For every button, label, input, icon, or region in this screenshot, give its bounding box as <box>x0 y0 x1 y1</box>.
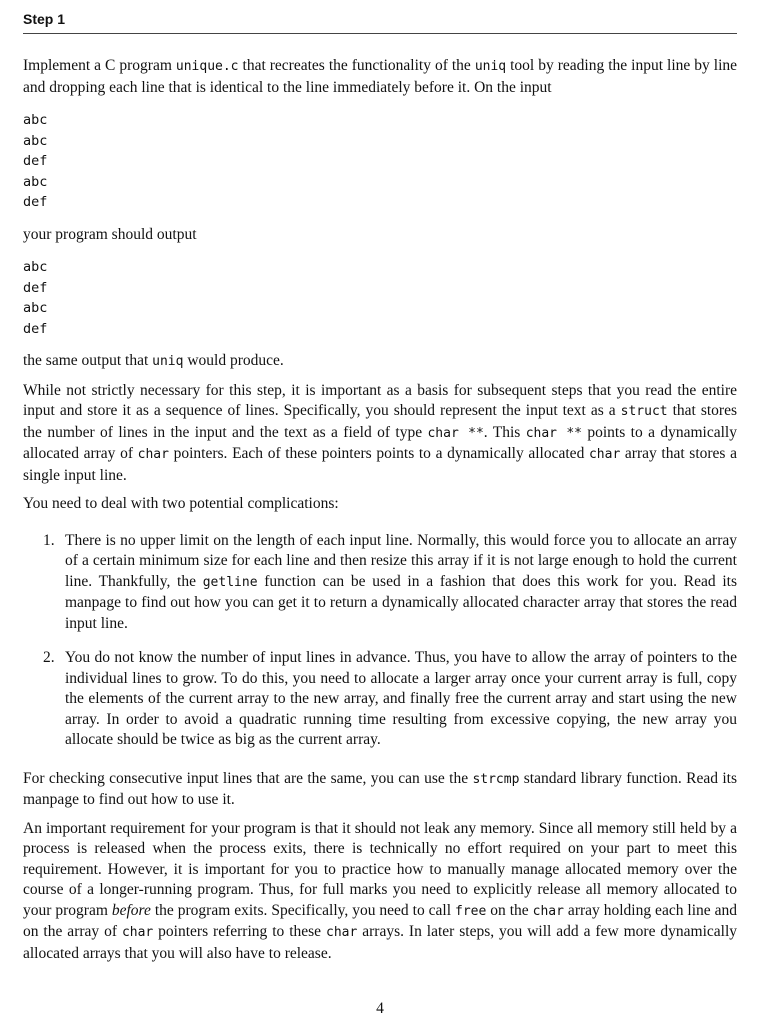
code-line: abc <box>23 259 48 275</box>
inline-code: char <box>326 925 358 940</box>
code-line: def <box>23 320 48 337</box>
inline-code: unique.c <box>175 59 239 74</box>
inline-code: char <box>588 447 621 462</box>
output-example-block <box>23 257 737 339</box>
inline-code: free <box>455 903 487 919</box>
code-line: def <box>23 194 48 210</box>
code-line: abc <box>23 112 48 128</box>
code-line: def <box>23 153 48 169</box>
inline-code: char <box>121 925 154 940</box>
inline-code: getline <box>202 574 258 590</box>
intro-paragraph: Implement a C program unique.c that recreates the functionality of the uniq tool by reading the input line by line and dropping each line that is identical to the line immediately before it. On the input <box>23 57 738 96</box>
same-output-paragraph: the same output that uniq would produce. <box>23 352 284 369</box>
list-number: 2. <box>43 649 55 666</box>
code-line: abc <box>23 173 48 190</box>
inline-code: uniq <box>474 59 507 74</box>
code-line: abc <box>23 132 48 149</box>
strcmp-paragraph: For checking consecutive input lines that are the same, you can use the strcmp standard library function. Read its manpage to find out how to use it. <box>23 769 737 808</box>
inline-code: char ** <box>525 425 582 441</box>
section-heading: Step 1 <box>23 11 66 27</box>
memory-paragraph: An important requirement for your program is that it should not leak any memory. Since all memory still held by a process is released when the process exits, there is technically no effort required on your part to meet this requirement. However, it is important for you to practice how to manually manage allocated memory over the course of a longer-running program. Thus, for full marks you need to explicitly release all memory allocated to your program before the program exits. Specifically, you need to call free on the char array holding each line and on the array of char pointers referring to these char arrays. In later steps, you will add a few more dynamically allocated arrays that you will also have to release. <box>23 819 737 962</box>
code-line: def <box>23 279 48 296</box>
list-item: 2. You do not know the number of input lines in advance. Thus, you have to allow the array of pointers to the individual lines to grow. To do this, you need to allocate a larger array once your current array is full, copy the elements of the current array to the new array, and finally free the current array and start using the new array. In order to avoid a quadratic running time resulting from excessive copying, the new array you allocate should be twice as big as the current array. <box>43 649 737 748</box>
complications-list <box>23 531 737 751</box>
inline-code: struct <box>620 404 668 419</box>
inline-code: char <box>532 903 564 919</box>
inline-code: uniq <box>152 354 184 369</box>
code-line: abc <box>23 300 48 316</box>
inline-code: char ** <box>427 425 484 441</box>
inline-code: char <box>137 447 169 462</box>
output-intro: your program should output <box>23 225 197 243</box>
complications-intro: You need to deal with two potential complications: <box>23 495 339 512</box>
list-number: 1. <box>43 531 55 549</box>
storage-paragraph: While not strictly necessary for this step, it is important as a basis for subsequent steps that you read the entire input and store it as a sequence of lines. Specifically, you should represent the input text as a struct that stores the number of lines in the input and the text as a field of type char **. This char ** points to a dynamically allocated array of char pointers. Each of these pointers points to a dynamically allocated char array that stores a single input line. <box>23 381 737 484</box>
inline-code: strcmp <box>472 771 520 787</box>
emphasis: before <box>111 901 151 919</box>
main-content <box>23 56 737 964</box>
page-number: 4 <box>376 1000 384 1017</box>
input-example-block <box>23 110 737 213</box>
list-item: 1. There is no upper limit on the length of each input line. Normally, this would force you to allocate an array of a certain minimum size for each line and then resize this array if it is not large enough to hold the current line. Thankfully, the getline function can be used in a fashion that does this work for you. Read its manpage to find out how you can get it to return a dynamically allocated character array that stores the read input line. <box>43 531 737 632</box>
heading-rule <box>23 33 737 34</box>
